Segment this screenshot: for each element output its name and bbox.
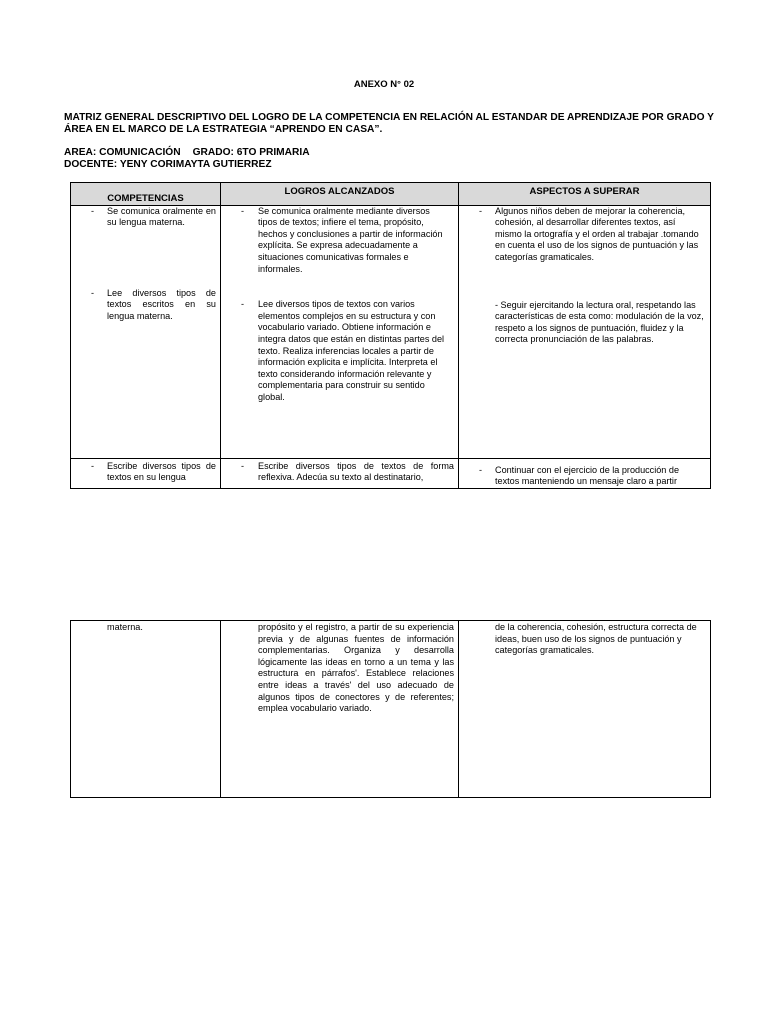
- area-grade-line: [64, 147, 310, 159]
- logro-text: propósito y el registro, a partir de su experiencia previa y de algunas fuentes de información complementarias. Organiza y desarrolla lógicamente las ideas en torno a un tema y las estructura en párrafos'. Establece relaciones entre ideas a través' del uso adecuado de algunos tipos de conectores y de referentes; emplea vocabulario variado.: [258, 622, 454, 714]
- table-row: [71, 205, 711, 458]
- table-row: [71, 621, 711, 798]
- list-item: [221, 622, 458, 715]
- list-item: [459, 300, 710, 346]
- logros-cell: [221, 621, 459, 798]
- table-row: [71, 458, 711, 488]
- aspectos-cell: [459, 458, 711, 488]
- document-heading: MATRIZ GENERAL DESCRIPTIVO DEL LOGRO DE LA COMPETENCIA EN RELACIÓN AL ESTANDAR DE APRENDIZAJE POR GRADO Y ÁREA EN EL MARCO DE LA ESTRATEGIA “APRENDO EN CASA”.: [64, 112, 714, 135]
- competencias-cell: [71, 205, 221, 458]
- competencia-text: Escribe diversos tipos de textos en su lengua: [107, 460, 216, 483]
- competency-matrix-table-continuation: [70, 620, 711, 798]
- aspecto-text: de la coherencia, cohesión, estructura correcta de ideas, buen uso de los signos de puntuación y categorías gramaticales.: [495, 622, 697, 656]
- teacher-line: DOCENTE: YENY CORIMAYTA GUTIERREZ: [64, 159, 272, 170]
- competencia-text: Se comunica oralmente en su lengua materna.: [107, 205, 216, 228]
- list-item: - Lee diversos tipos de textos con varios elementos complejos en su estructura y con vocabulario variado. Obtiene información e integra datos que están en distintas partes del texto. Realiza inferencias locales a partir de información explicita e implícita. Interpreta el texto considerando información relevante y complementaria para construir su sentido global.: [241, 299, 445, 402]
- logro-text: Se comunica oralmente mediante diversos tipos de textos; infiere el tema, propósito, hechos y conclusiones a partir de información explícita. Se expresa adecuadamente a situaciones comunicativas formales e informales.: [258, 205, 443, 274]
- list-item: - Escribe diversos tipos de textos de forma reflexiva. Adecúa su texto al destinatario,: [241, 460, 454, 483]
- list-item: - Escribe diversos tipos de textos en su lengua: [91, 460, 216, 483]
- list-item: - Se comunica oralmente en su lengua materna.: [91, 205, 216, 228]
- annex-title: ANEXO N° 02: [353, 79, 415, 90]
- list-item: [71, 622, 220, 634]
- logro-text: Escribe diversos tipos de textos de forma reflexiva. Adecúa su texto al destinatario,: [258, 460, 454, 483]
- competency-matrix-table: [70, 182, 711, 489]
- table-header-row: [71, 183, 711, 206]
- logro-text: Lee diversos tipos de textos con varios elementos complejos en su estructura y con vocabulario variado. Obtiene información e integra datos que están en distintas partes del texto. Realiza inferencias locales a partir de información explicita e implícita. Interpreta el texto considerando información relevante y complementaria para construir su sentido global.: [258, 299, 445, 402]
- list-item: - Algunos niños deben de mejorar la coherencia, cohesión, al desarrollar diferentes textos, así mismo la ortografía y el orden al trabajar .tomando en cuenta el uso de los signos de puntuación y las categorías gramaticales.: [479, 205, 699, 262]
- aspecto-text: Continuar con el ejercicio de la producción de textos manteniendo un mensaje claro a partir: [495, 464, 680, 487]
- grade-label: GRADO: 6TO PRIMARIA: [192, 147, 310, 158]
- competencia-text: materna.: [107, 622, 143, 632]
- list-item: - Lee diversos tipos de textos escritos en su lengua materna.: [91, 287, 216, 321]
- list-item: - Continuar con el ejercicio de la producción de textos manteniendo un mensaje claro a partir: [479, 464, 680, 487]
- header-logros: LOGROS ALCANZADOS: [221, 183, 459, 206]
- logros-cell: [221, 205, 459, 458]
- competencia-text: Lee diversos tipos de textos escritos en su lengua materna.: [107, 287, 216, 321]
- list-item: - Se comunica oralmente mediante diversos tipos de textos; infiere el tema, propósito, hechos y conclusiones a partir de información explícita. Se expresa adecuadamente a situaciones comunicativas formales e informales.: [241, 205, 443, 274]
- competencias-cell: [71, 458, 221, 488]
- competencias-cell: [71, 621, 221, 798]
- list-item: [459, 622, 710, 657]
- header-competencias: COMPETENCIAS: [71, 183, 221, 206]
- header-aspectos: ASPECTOS A SUPERAR: [459, 183, 711, 206]
- aspectos-cell: [459, 205, 711, 458]
- area-label: AREA: COMUNICACIÓN: [64, 147, 181, 158]
- aspecto-text: Algunos niños deben de mejorar la coherencia, cohesión, al desarrollar diferentes textos, así mismo la ortografía y el orden al trabajar .tomando en cuenta el uso de los signos de puntuación y las categorías gramaticales.: [495, 205, 699, 262]
- aspectos-cell: [459, 621, 711, 798]
- logros-cell: [221, 458, 459, 488]
- aspecto-text: - Seguir ejercitando la lectura oral, respetando las características de esta como: modulación de la voz, respeto a los signos de puntuación, fluidez y la correcta pronunciación de las palabras.: [495, 299, 704, 345]
